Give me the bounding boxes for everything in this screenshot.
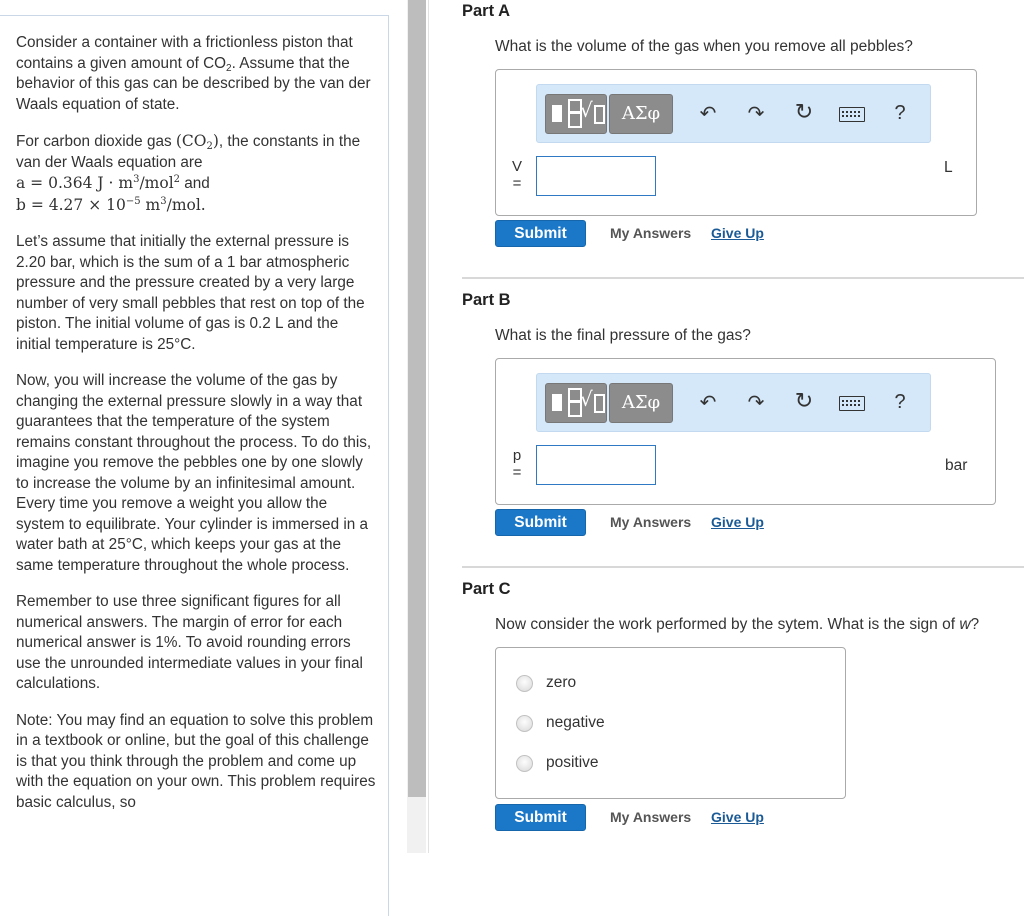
constant-a-sup2: 2 <box>173 174 181 185</box>
co2-formula <box>176 132 219 150</box>
co2-formula-subscript: 2 <box>206 141 213 152</box>
equals-sign: = <box>512 175 522 192</box>
redo-icon[interactable]: ↷ <box>747 101 765 125</box>
radio-button[interactable] <box>516 755 533 772</box>
problem-initial-conditions: Let’s assume that initially the external pressure is 2.20 bar, which is the sum of a 1 bar atmospheric pressure and the pressure created by a very large number of very small pebbles that rest on top of the piston. The initial volume of gas is 0.2 L and the initial temperature is 25°C. <box>16 233 365 353</box>
option-label[interactable]: positive <box>546 754 599 771</box>
constant-b-mid: m <box>140 195 161 214</box>
option-zero[interactable] <box>516 674 716 694</box>
radical-icon: √ <box>580 387 593 411</box>
option-positive[interactable] <box>516 754 716 774</box>
constants-text: , the constants in the van der Waals equation are <box>16 133 361 171</box>
submit-button[interactable]: Submit <box>495 509 586 536</box>
radio-button[interactable] <box>516 675 533 692</box>
co2-subscript: 2 <box>226 62 232 74</box>
part-b-label: Part B <box>462 291 511 309</box>
give-up-link[interactable]: Give Up <box>711 809 764 825</box>
submit-button[interactable]: Submit <box>495 804 586 831</box>
problem-intro-text: Consider a container with a frictionless piston that contains a given amount of CO <box>16 34 353 72</box>
variable-symbol: p <box>512 447 522 464</box>
constant-b-sup2: 3 <box>160 195 167 207</box>
option-label[interactable]: negative <box>546 714 605 731</box>
greek-symbols-button[interactable]: ΑΣφ <box>609 383 673 423</box>
option-label[interactable]: zero <box>546 674 577 691</box>
work-symbol: w <box>959 616 971 633</box>
problem-sigfig-note: Remember to use three significant figures for all numerical answers. The margin of error for each numerical answer is 1%. To avoid rounding errors use the unrounded intermediate values in your final calculations. <box>16 593 363 692</box>
undo-icon[interactable]: ↶ <box>699 390 717 414</box>
keyboard-icon[interactable] <box>837 390 867 414</box>
part-c-question-text: Now consider the work performed by the sytem. What is the sign of <box>495 616 960 633</box>
math-toolbar <box>536 84 931 143</box>
problem-panel <box>0 0 390 853</box>
keyboard-shape <box>839 396 865 411</box>
constant-a-mid: /mol <box>139 174 174 192</box>
problem-constants <box>16 131 376 216</box>
part-a-question: What is the volume of the gas when you remove all pebbles? <box>495 38 913 55</box>
give-up-link[interactable]: Give Up <box>711 514 764 530</box>
reset-icon[interactable]: ↻ <box>794 389 814 414</box>
my-answers-link[interactable]: My Answers <box>610 225 692 241</box>
co2-formula-open: (CO <box>175 132 207 150</box>
templates-button[interactable] <box>545 94 607 134</box>
problem-intro <box>16 33 376 115</box>
part-a-answer-box <box>495 69 977 216</box>
redo-icon[interactable]: ↷ <box>747 390 765 414</box>
constant-a-lhs: a = 0.364 J · m <box>16 174 134 192</box>
constant-a-and: and <box>180 175 210 192</box>
part-c-label: Part C <box>462 580 511 598</box>
option-negative[interactable] <box>516 714 716 734</box>
template-square-icon <box>552 394 562 411</box>
part-c-question-mark: ? <box>970 616 980 633</box>
part-a-label: Part A <box>462 2 510 20</box>
equals-sign: = <box>512 464 522 481</box>
unit-label: L <box>944 159 953 176</box>
my-answers-link[interactable]: My Answers <box>610 514 692 530</box>
part-b-question: What is the final pressure of the gas? <box>495 327 751 344</box>
help-icon[interactable]: ? <box>894 391 906 413</box>
keyboard-icon[interactable] <box>837 101 867 125</box>
give-up-link[interactable]: Give Up <box>711 225 764 241</box>
problem-process: Now, you will increase the volume of the gas by changing the external pressure slowly in a way that guarantees that the temperature of the system remains constant throughout the process. To do this, imagine you remove the pebbles one by one slowly to increase the volume by an infinitesimal amount. Every time you remove a weight you allow the system to equilibrate. Your cylinder is immersed in a water bath at 25°C, which keeps your gas at the same temperature throughout the whole process. <box>16 372 372 574</box>
scrollbar-thumb[interactable] <box>408 0 426 797</box>
undo-icon[interactable]: ↶ <box>699 101 717 125</box>
greek-symbols-button[interactable]: ΑΣφ <box>609 94 673 134</box>
problem-text <box>16 33 376 829</box>
help-icon[interactable]: ? <box>894 102 906 124</box>
panel-separator <box>428 0 429 853</box>
part-b-answer-box <box>495 358 996 505</box>
template-square-icon <box>552 105 562 122</box>
radio-button[interactable] <box>516 715 533 732</box>
submit-button[interactable]: Submit <box>495 220 586 247</box>
co2-formula-close: ) <box>212 132 219 150</box>
constant-a <box>16 174 180 192</box>
problem-note: Note: You may find an equation to solve this problem in a textbook or online, but the goal of this challenge is that you think through the problem and come up with the equation on your own. This problem requires basic calculus, so <box>16 711 376 811</box>
part-c-question <box>495 616 979 634</box>
constant-a-sup1: 3 <box>133 174 140 185</box>
reset-icon[interactable]: ↻ <box>794 100 814 125</box>
constant-b-lhs: b = 4.27 × 10 <box>16 195 126 214</box>
my-answers-link[interactable]: My Answers <box>610 809 692 825</box>
constant-b <box>16 196 206 214</box>
radical-icon: √ <box>580 98 593 122</box>
radicand-icon <box>594 105 605 124</box>
radicand-icon <box>594 394 605 413</box>
part-divider <box>462 566 1024 568</box>
variable-label <box>511 447 523 481</box>
volume-answer-input[interactable] <box>536 156 656 196</box>
constants-lead: For carbon dioxide gas <box>16 133 176 150</box>
part-divider <box>462 277 1024 279</box>
unit-label: bar <box>945 457 968 474</box>
keyboard-shape <box>839 107 865 122</box>
problem-intro-end: . Assume that the behavior of this gas can be described by the van der Waals equation of state. <box>16 54 371 113</box>
constant-b-sup1: −5 <box>125 195 141 207</box>
templates-button[interactable] <box>545 383 607 423</box>
pressure-answer-input[interactable] <box>536 445 656 485</box>
variable-symbol: V <box>511 158 522 175</box>
part-c-options-box <box>495 647 846 799</box>
math-toolbar <box>536 373 931 432</box>
variable-label <box>511 158 523 192</box>
constant-b-end: /mol. <box>166 195 206 214</box>
